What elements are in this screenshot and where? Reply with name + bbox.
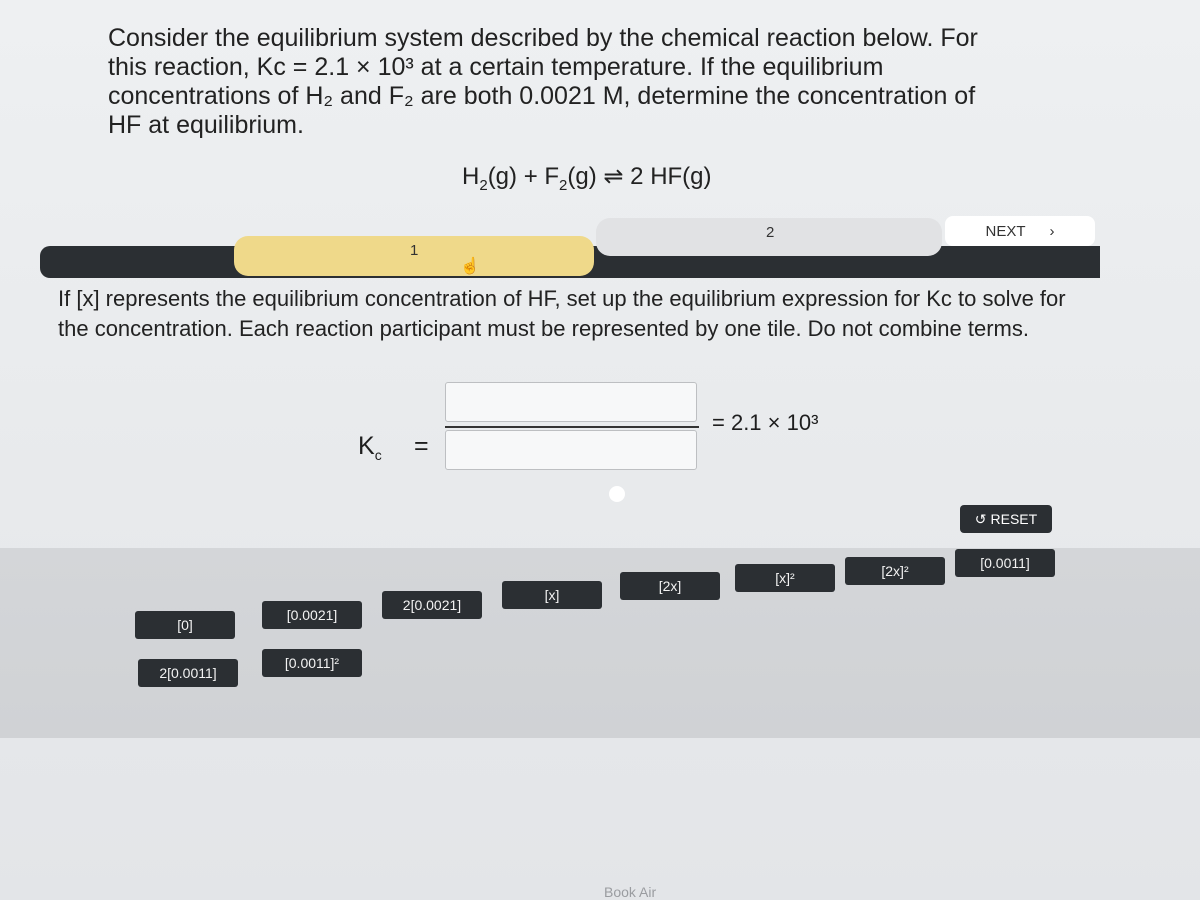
tile-x-squared[interactable]: [x]²: [735, 564, 835, 592]
denominator-drop-slot[interactable]: [445, 430, 697, 470]
chevron-right-icon: ›: [1049, 222, 1055, 240]
kc-label: [358, 432, 382, 463]
fraction-line: [445, 426, 699, 428]
tile-2x0.0021[interactable]: 2[0.0021]: [382, 591, 482, 619]
equilibrium-arrow-icon: ⇌: [603, 163, 624, 190]
kc-symbol: K: [358, 432, 375, 460]
reset-icon: ↺: [974, 510, 987, 527]
h2-symbol: H: [462, 163, 480, 190]
cursor-dot: [609, 486, 625, 502]
tile-2x[interactable]: [2x]: [620, 572, 720, 600]
step-2-label: 2: [766, 224, 775, 241]
step-1-label: 1: [410, 242, 419, 259]
step-progress: [40, 216, 1100, 278]
numerator-drop-slot[interactable]: [445, 382, 697, 422]
kc-value: = 2.1 × 10³: [712, 410, 819, 435]
instructions: If [x] represents the equilibrium concentration of HF, set up the equilibrium expression for Kc to solve for the concentration. Each reaction participant must be represented by one tile. Do not combine terms.: [58, 286, 1066, 341]
equals-sign: =: [414, 432, 429, 460]
tile-2x-squared[interactable]: [2x]²: [845, 557, 945, 585]
f2-subscript: 2: [559, 176, 568, 194]
equilibrium-expression: [350, 380, 910, 490]
reaction-equation: [462, 162, 712, 194]
next-label: NEXT: [985, 222, 1026, 240]
tile-0.0011-squared[interactable]: [0.0011]²: [262, 649, 362, 677]
h2-subscript: 2: [479, 176, 488, 194]
pointing-hand-icon: ☝: [460, 258, 480, 275]
kc-subscript: c: [374, 447, 382, 463]
next-button[interactable]: [945, 216, 1095, 246]
step-2[interactable]: [596, 218, 942, 256]
tile-0.0011[interactable]: [0.0011]: [955, 549, 1055, 577]
question-text: Consider the equilibrium system described by the chemical reaction below. For this reaction, Kc = 2.1 × 10³ at a certain temperature. If the equilibrium concentrations of H₂ and F₂ are both 0.0021 M, determine the concentration of HF at equilibrium.: [108, 24, 978, 139]
tile-2x0.0011[interactable]: 2[0.0011]: [138, 659, 238, 687]
tile-0.0021[interactable]: [0.0021]: [262, 601, 362, 629]
f2-phase: (g): [567, 163, 597, 190]
h2-phase: (g) + F: [487, 163, 560, 190]
tile-x[interactable]: [x]: [502, 581, 602, 609]
step-1[interactable]: [234, 236, 594, 276]
reset-label: RESET: [990, 511, 1038, 527]
product: 2 HF(g): [630, 163, 712, 190]
tile-zero[interactable]: [0]: [135, 611, 235, 639]
reset-button[interactable]: [960, 505, 1052, 533]
device-label: Book Air: [604, 884, 657, 900]
